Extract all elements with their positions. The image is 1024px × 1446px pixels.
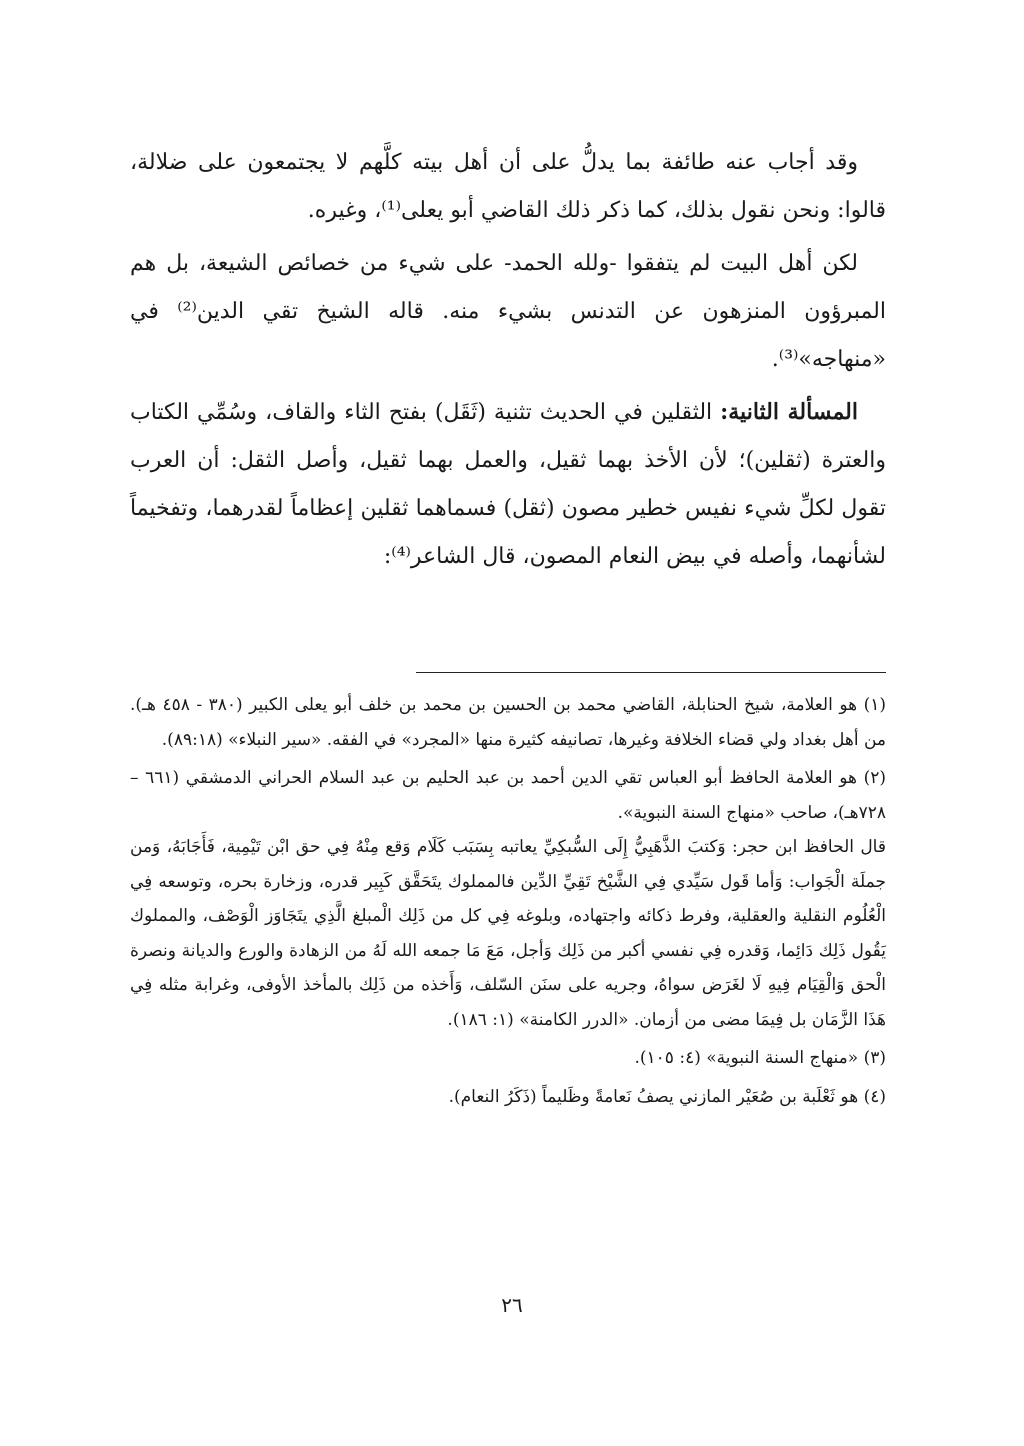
paragraph-text: الثقلين في الحديث تثنية (ثَقَل) بفتح الثاء والقاف، وسُمِّي الكتاب والعترة (ثقلين)؛ لأن الأخذ بهما ثقيل، والعمل بهما ثقيل، وأصل الثقل: أن العرب تقول لكلِّ شيء نفيس خطير مصون (ثقل) فسماهما ثقلين إعظاماً لقدرهما، وتفخيماً لشأنهما، وأصله في بيض النعام المصون، قال الشاعر⁽⁴⁾: xyxy=(130,400,886,569)
section-heading-inline: المسألة الثانية: xyxy=(720,399,858,425)
footnote-4: (٤) هو ثَعْلَبة بن صُعَيْر المازني يصفُ نَعامةً وظَليماً (ذَكَرُ النعام). xyxy=(448,1086,886,1107)
body-paragraph-3 xyxy=(130,388,886,581)
footnote-separator xyxy=(416,672,886,673)
page-number: ٢٦ xyxy=(501,1293,523,1317)
footnote-2: (٢) هو العلامة الحافظ أبو العباس تقي الدين أحمد بن عبد الحليم بن عبد السلام الحراني الدمشقي (٦٦١ – ٧٢٨هـ)، صاحب «منهاج السنة النبوية». xyxy=(130,768,886,823)
footnote-3: (٣) «منهاج السنة النبوية» (٤: ١٠٥). xyxy=(634,1048,886,1068)
paragraph-text: لكن أهل البيت لم يتفقوا -ولله الحمد- على شيء من خصائص الشيعة، بل هم المبرؤون المنزهون عن التدنس بشيء منه. قاله الشيخ تقي الدين⁽²⁾ في «منهاجه»⁽³⁾. xyxy=(130,251,886,372)
footnote-2-continuation: قال الحافظ ابن حجر: وَكتبَ الذَّهَبِيُّ إِلَى السُّبكِيِّ يعاتبه بِسَبَب كَلَام وَقع مِنْهُ فِي حق ابْن تَيْمِية، فَأَجَابَهُ، وَمن جملَة الْجَواب: وَأما قَول سَيِّدي فِي الشَّيْخ تَقِيِّ الدِّين فالمملوك يتَحَقَّق كَبِير قدره، وزخارة بحره، وتوسعه فِي الْعُلُوم النقلية والعقلية، وفرط ذكائه واجتهاده، وبلوغه فِي كل من ذَلِك الْمبلغ الَّذِي يتَجَاوَز الْوَصْف، والمملوك يَقُول ذَلِك دَائِما، وَقدره فِي نفسي أكبر من ذَلِك وَأجل، مَعَ مَا جمعه الله لَهُ من الزهادة والورع والديانة ونصرة الْحق وَالْقِيَام فِيهِ لَا لغَرَض سواهُ، وجريه على سنَن السّلف، وَأَخذه من ذَلِك بالمأخذ الأوفى، وغرابة مثله فِي هَذَا الزَّمَان بل فِيمَا مضى من أزمان. «الدرر الكامنة» (١: ١٨٦). xyxy=(130,837,886,1030)
footnote-1: (١) هو العلامة، شيخ الحنابلة، القاضي محمد بن الحسين بن محمد بن خلف أبو يعلى الكبير (٣٨٠ - ٤٥٨ هـ). من أهل بغداد ولي قضاء الخلافة وغيرها، تصانيفه كثيرة منها «المجرد» في الفقه. «سير النبلاء» (٨٩:١٨). xyxy=(130,695,886,750)
main-text-block xyxy=(130,138,886,585)
footnotes-block xyxy=(130,688,886,1118)
body-paragraph-1 xyxy=(130,138,886,235)
body-paragraph-2 xyxy=(130,239,886,384)
paragraph-text: وقد أجاب عنه طائفة بما يدلُّ على أن أهل بيته كلَّهم لا يجتمعون على ضلالة، قالوا: ونحن نقول بذلك، كما ذكر ذلك القاضي أبو يعلى⁽¹⁾، وغيره. xyxy=(130,150,886,223)
